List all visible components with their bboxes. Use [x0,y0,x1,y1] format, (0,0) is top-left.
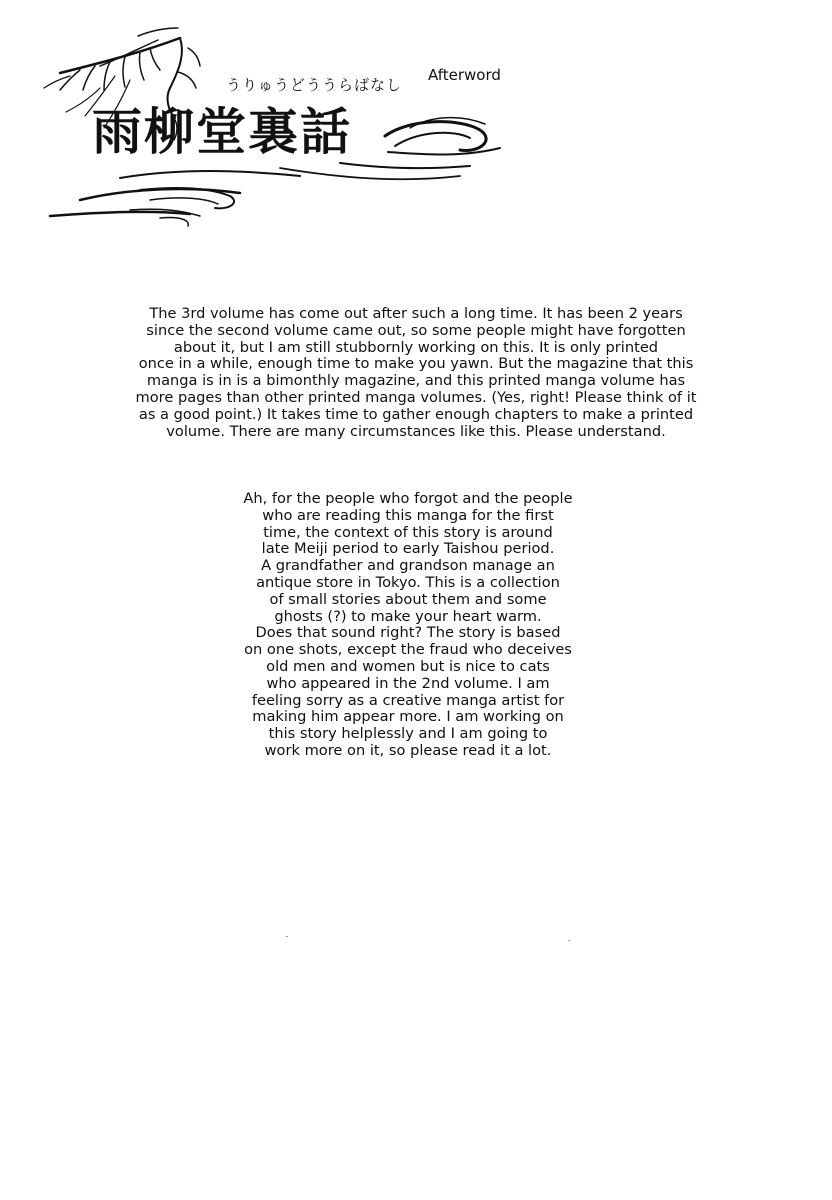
text-line: since the second volume came out, so some people might have forgotten [146,321,686,339]
text-line: Ah, for the people who forgot and the people [243,490,573,507]
text-line: who are reading this manga for the first [262,506,554,524]
title-furigana: うりゅうどううらばなし [226,76,403,94]
page-title-japanese: 雨柳堂裏話 [92,102,352,161]
scan-speck [286,936,288,937]
text-line: work more on it, so please read it a lot. [264,741,552,759]
text-line: late Meiji period to early Taishou period. [261,540,555,558]
text-line: as a good point.) It takes time to gather enough chapters to make a printed [138,405,694,423]
text-line: ghosts (?) to make your heart warm. [274,607,542,625]
text-line: The 3rd volume has come out after such a long time. It has been 2 years [149,305,683,322]
text-line: time, the context of this story is around [263,523,553,541]
text-line: A grandfather and grandson manage an [261,557,555,575]
text-line: more pages than other printed manga volumes. (Yes, right! Please think of it [135,388,697,406]
scan-speck [568,940,570,941]
text-line: old men and women but is nice to cats [266,657,550,675]
afterword-paragraph-2 [210,491,606,760]
page-title-english: Afterword [428,66,501,84]
text-line: once in a while, enough time to make you yawn. But the magazine that this [138,355,694,373]
text-line: making him appear more. I am working on [252,708,564,726]
text-line: of small stories about them and some [269,590,547,608]
text-line: this story helplessly and I am going to [268,725,548,743]
afterword-paragraph-1 [100,306,732,440]
text-line: on one shots, except the fraud who deceives [244,641,572,659]
text-line: feeling sorry as a creative manga artist for [251,691,565,709]
text-line: volume. There are many circumstances like this. Please understand. [166,422,666,440]
text-line: Does that sound right? The story is based [255,624,561,642]
text-line: about it, but I am still stubbornly working on this. It is only printed [173,338,659,356]
text-line: who appeared in the 2nd volume. I am [266,674,550,692]
text-line: manga is in is a bimonthly magazine, and this printed manga volume has [146,372,686,390]
text-line: antique store in Tokyo. This is a collection [256,573,560,591]
